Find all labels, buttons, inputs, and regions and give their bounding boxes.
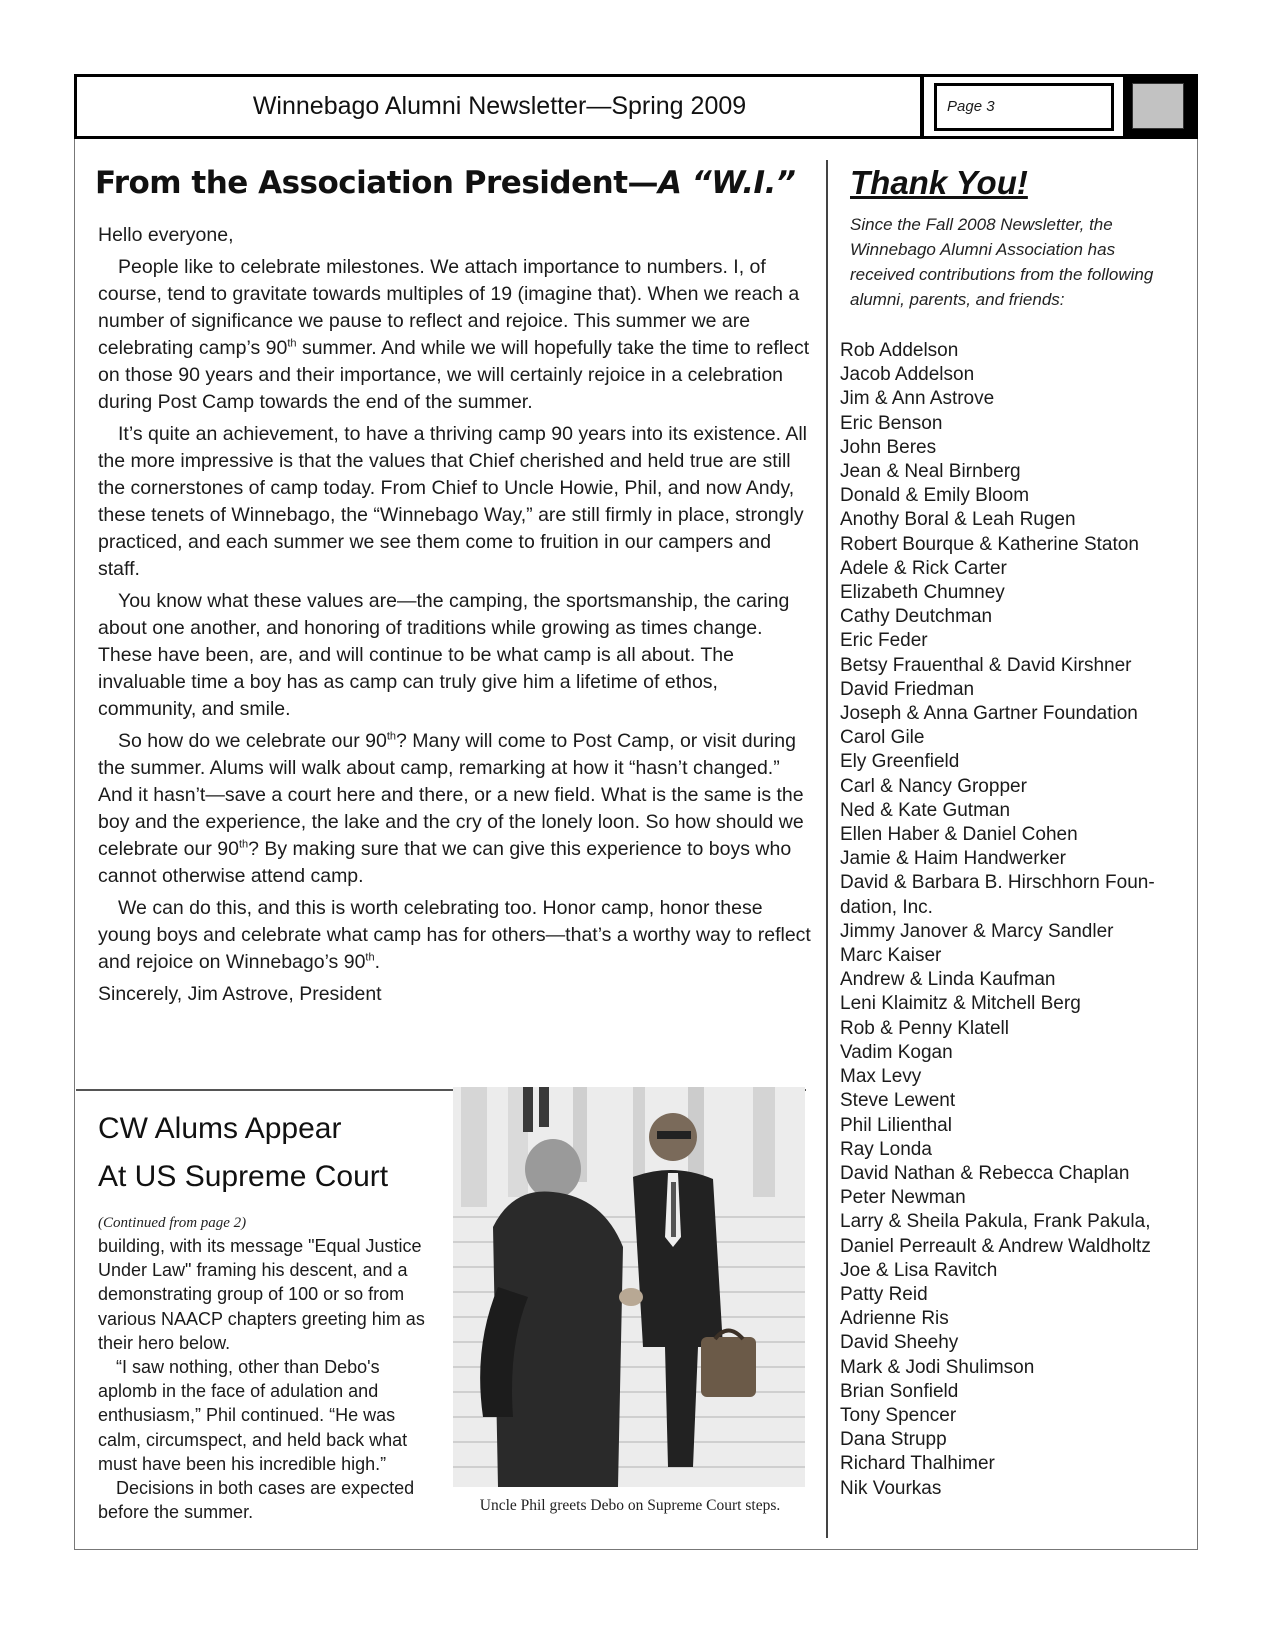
donor-item: Jacob Addelson — [840, 364, 975, 386]
photo-illustration — [453, 1087, 805, 1487]
donor-item: Carol Gile — [840, 727, 925, 749]
donor-item: Eric Feder — [840, 630, 928, 652]
donor-item: Ned & Kate Gutman — [840, 799, 1011, 821]
donor-item: Jim & Ann Astrove — [840, 388, 995, 410]
donor-item: Dana Strupp — [840, 1429, 947, 1451]
donor-list — [840, 339, 1180, 1501]
donor-item: Marc Kaiser — [840, 945, 942, 967]
donor-item: Phil Lilienthal — [840, 1114, 952, 1136]
donor-item: Adrienne Ris — [840, 1308, 949, 1330]
cw-article-body — [98, 1234, 443, 1524]
donor-item: Rob Addelson — [840, 340, 959, 361]
header-divider — [920, 77, 924, 136]
donor-item: Jimmy Janover & Marcy Sandler — [840, 920, 1114, 942]
paragraph-4: So how do we celebrate our 90th? Many will come to Post Camp, or visit during the summer. Alums will walk about camp, remarking at how it “hasn’t changed.” And it hasn’t—save a court here and there, or a new field. What is the same is the boy and the experience, the lake and the cry of the lonely loon. So how should we celebrate our 90th? By making sure that we can give this experience to boys who cannot otherwise attend camp. — [98, 730, 804, 887]
donor-item: Ellen Haber & Daniel Cohen — [840, 824, 1078, 846]
donor-item: David Nathan & Rebecca Chaplan — [840, 1162, 1130, 1184]
donor-item: Robert Bourque & Katherine Staton — [840, 533, 1139, 555]
column-divider — [826, 160, 828, 1538]
supreme-court-photo — [453, 1087, 805, 1487]
donor-item: Leni Klaimitz & Mitchell Berg — [840, 993, 1081, 1015]
president-article-body — [98, 222, 812, 1013]
donor-item: Ely Greenfield — [840, 751, 960, 773]
cw-title-line-1: CW Alums Appear — [98, 1112, 342, 1145]
donor-item: Rob & Penny Klatell — [840, 1017, 1009, 1039]
donor-item: Andrew & Linda Kaufman — [840, 969, 1056, 991]
photo-caption: Uncle Phil greets Debo on Supreme Court steps. — [479, 1497, 781, 1514]
thank-you-title: Thank You! — [850, 164, 1028, 201]
paragraph-5: We can do this, and this is worth celebrating too. Honor camp, honor these young boys and celebrate what camp has for others—that’s a worthy way to reflect and rejoice on Winnebago’s 90th. — [98, 897, 811, 973]
signoff: Sincerely, Jim Astrove, President — [98, 983, 382, 1005]
thank-you-intro: Since the Fall 2008 Newsletter, the Winnebago Alumni Association has received contributions from the following alumni, parents, and friends: — [850, 215, 1154, 309]
title-subtitle: A “W.I.” — [658, 165, 796, 201]
donor-item: Steve Lewent — [840, 1090, 956, 1112]
donor-item: Vadim Kogan — [840, 1041, 953, 1063]
donor-item: David & Barbara B. Hirschhorn Foun- — [840, 872, 1155, 894]
donor-item: John Beres — [840, 436, 937, 458]
donor-item: Max Levy — [840, 1066, 922, 1088]
donor-item: Anothy Boral & Leah Rugen — [840, 509, 1076, 531]
cw-article-title — [98, 1105, 438, 1201]
donor-item: Adele & Rick Carter — [840, 557, 1007, 579]
donor-item: Larry & Sheila Pakula, Frank Pakula, — [840, 1211, 1151, 1233]
paragraph-1: People like to celebrate milestones. We attach importance to numbers. I, of course, tend to gravitate towards multiples of 19 (imagine that). When we reach a number of significance we pause to reflect and rejoice. This summer we are celebrating camp’s 90th summer. And while we will hopefully take the time to reflect on those 90 years and their importance, we will certainly rejoice in a celebration during Post Camp towards the end of the summer. — [98, 256, 810, 413]
donor-item: Carl & Nancy Gropper — [840, 775, 1027, 797]
president-article-title — [95, 165, 815, 201]
cw-paragraph-1: building, with its message "Equal Justice Under Law" framing his descent, and a demonstrating group of 100 or so from various NAACP chapters greeting him as their hero below. — [98, 1236, 425, 1353]
donor-item: Patty Reid — [840, 1283, 928, 1305]
donor-item: Cathy Deutchman — [840, 606, 993, 628]
cw-title-line-2: At US Supreme Court — [98, 1160, 389, 1193]
donor-item: David Sheehy — [840, 1332, 959, 1354]
header-corner-grey-box — [1132, 83, 1184, 129]
donor-item: Richard Thalhimer — [840, 1453, 995, 1475]
paragraph-3: You know what these values are—the camping, the sportsmanship, the caring about one another, and honoring of traditions while growing as times change. These have been, are, and will continue to be what camp is all about. The invaluable time a boy has as camp can truly give him a lifetime of ethos, community, and smile. — [98, 590, 790, 720]
donor-item: Joseph & Anna Gartner Foundation — [840, 703, 1138, 725]
donor-item: Jean & Neal Birnberg — [840, 461, 1021, 483]
donor-item: Jamie & Haim Handwerker — [840, 848, 1066, 870]
donor-item: Elizabeth Chumney — [840, 582, 1005, 604]
donor-item: David Friedman — [840, 678, 975, 700]
donor-item: dation, Inc. — [840, 896, 933, 918]
greeting: Hello everyone, — [98, 224, 234, 246]
title-main: From the Association President— — [95, 165, 659, 201]
donor-item: Mark & Jodi Shulimson — [840, 1356, 1035, 1378]
page-number: Page 3 — [934, 83, 1114, 131]
donor-item: Nik Vourkas — [840, 1477, 942, 1499]
continued-note: (Continued from page 2) — [98, 1215, 247, 1231]
donor-item: Ray Londa — [840, 1138, 932, 1160]
donor-item: Daniel Perreault & Andrew Waldholtz — [840, 1235, 1151, 1257]
donor-item: Tony Spencer — [840, 1404, 957, 1426]
donor-item: Joe & Lisa Ravitch — [840, 1259, 998, 1281]
cw-paragraph-2: “I saw nothing, other than Debo's aplomb in the face of adulation and enthusiasm,” Phil continued. “He was calm, circumspect, and held back what must have been his incredible high.” — [98, 1357, 408, 1474]
newsletter-header — [74, 74, 1198, 139]
newsletter-title: Winnebago Alumni Newsletter—Spring 2009 — [252, 92, 747, 120]
donor-item: Peter Newman — [840, 1187, 966, 1209]
donor-item: Brian Sonfield — [840, 1380, 959, 1402]
paragraph-2: It’s quite an achievement, to have a thriving camp 90 years into its existence. All the more impressive is that the values that Chief cherished and held true are still the cornerstones of camp today. From Chief to Uncle Howie, Phil, and now Andy, these tenets of Winnebago, the “Winnebago Way,” are still firmly in place, strongly practiced, and each summer we see them come to fruition in our campers and staff. — [98, 423, 808, 580]
cw-paragraph-3: Decisions in both cases are expected before the summer. — [98, 1478, 415, 1523]
donor-item: Betsy Frauenthal & David Kirshner — [840, 654, 1132, 676]
donor-item: Eric Benson — [840, 412, 943, 434]
donor-item: Donald & Emily Bloom — [840, 485, 1030, 507]
